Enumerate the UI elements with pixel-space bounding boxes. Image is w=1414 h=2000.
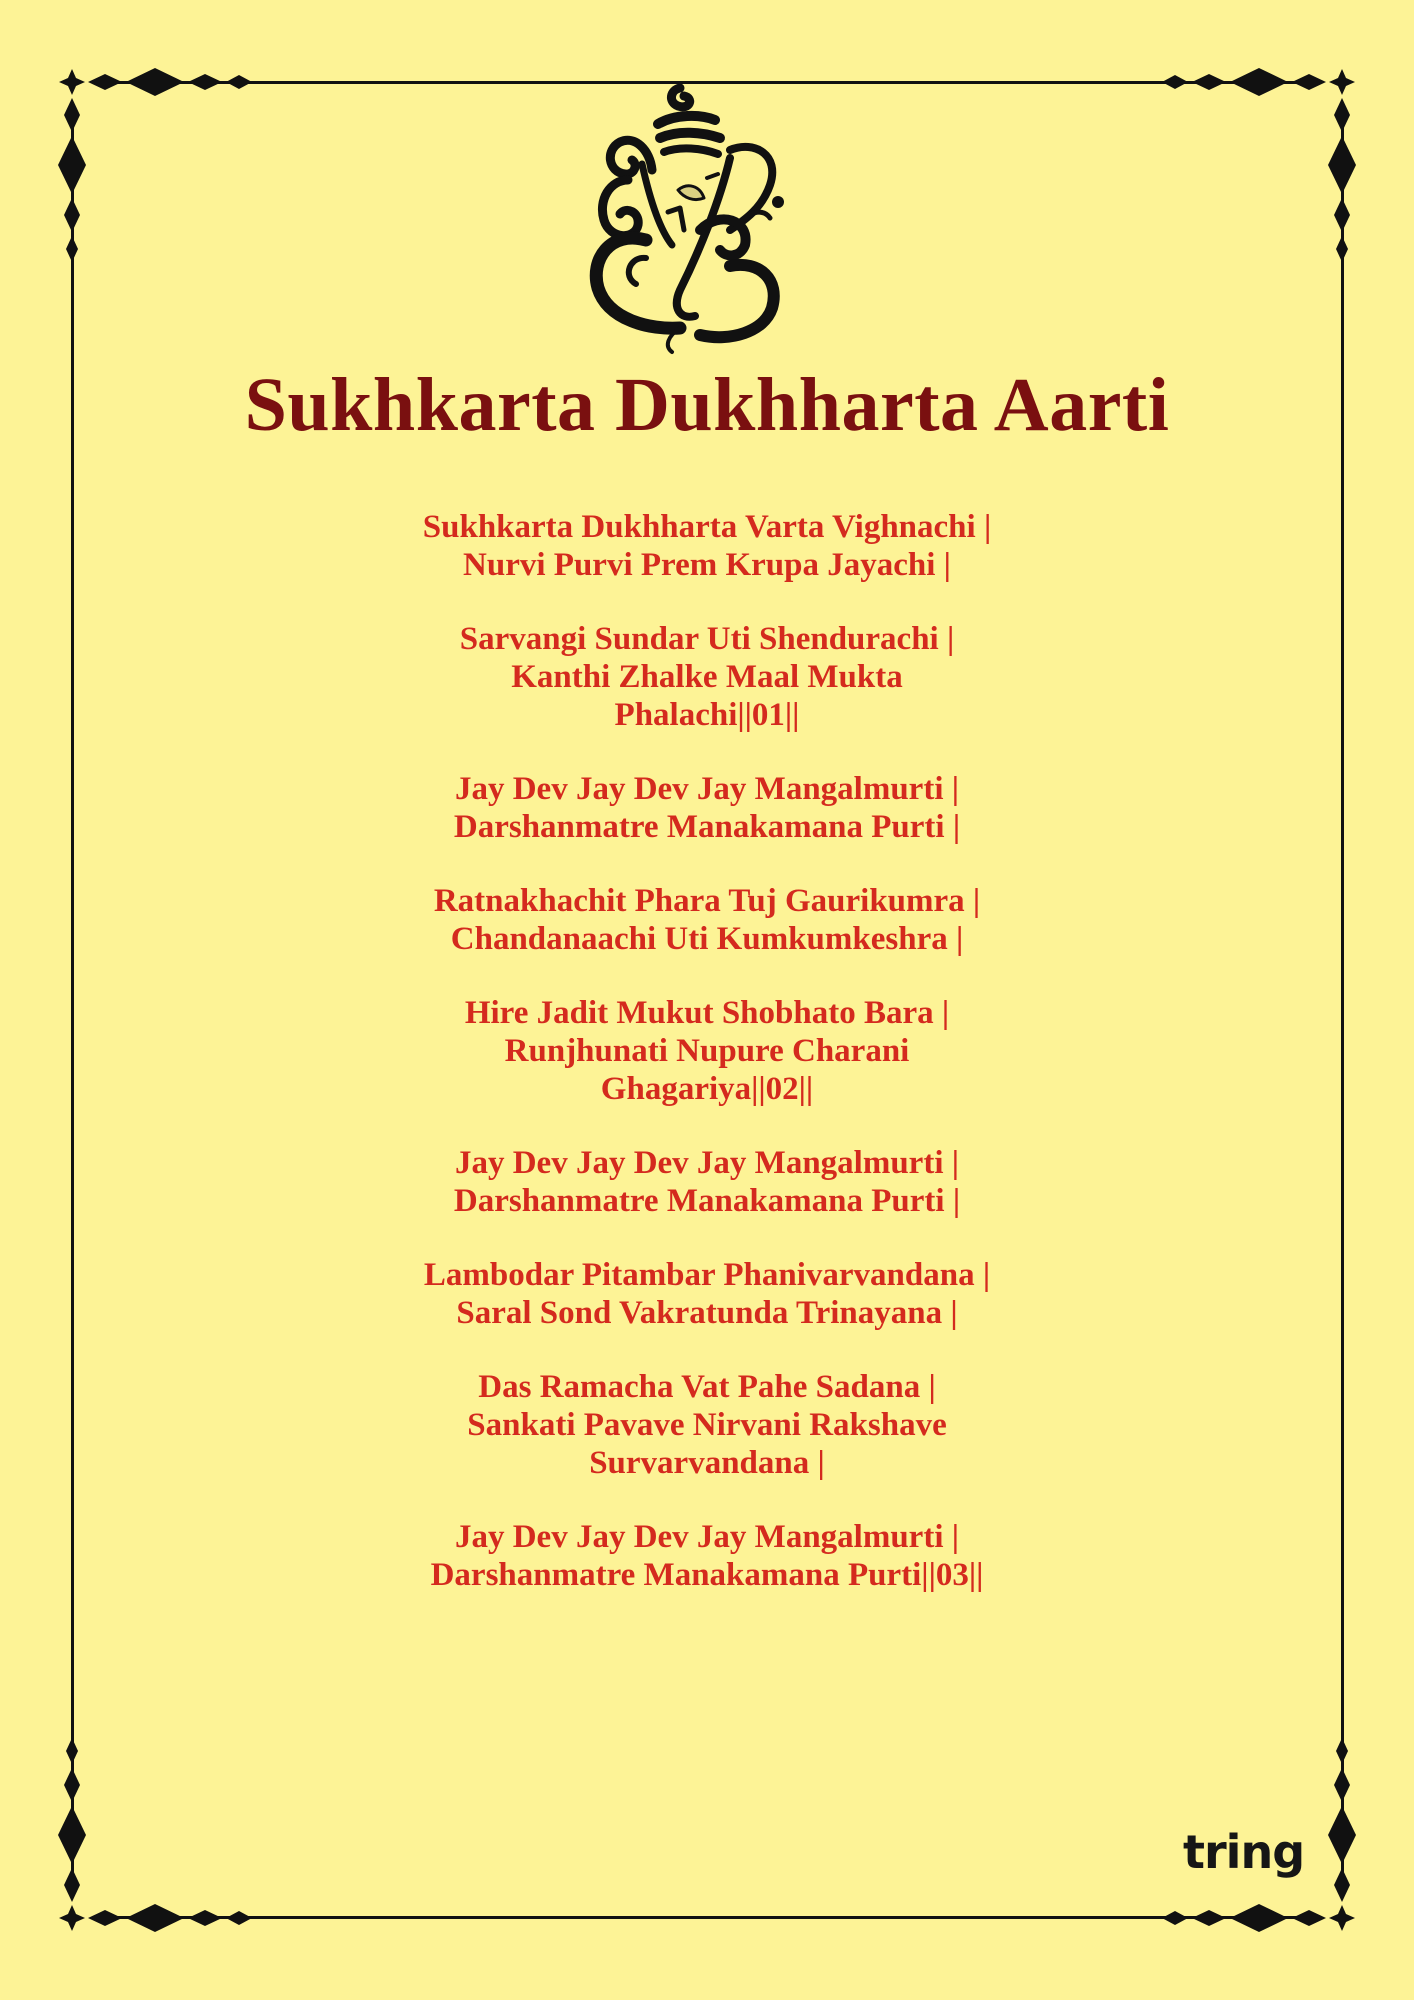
stanza (0, 1256, 1414, 1332)
stanza (0, 1144, 1414, 1220)
brand-logo: tring (1183, 1825, 1305, 1879)
ganesha-om-icon (580, 80, 795, 355)
corner-ornament-top-right-icon (1122, 62, 1362, 302)
verse-line: Darshanmatre Manakamana Purti | (453, 1183, 961, 1219)
stanza (0, 1368, 1414, 1482)
stanza (0, 508, 1414, 584)
verse-line: Darshanmatre Manakamana Purti||03|| (430, 1557, 984, 1593)
verse-line: Jay Dev Jay Dev Jay Mangalmurti | (454, 1145, 960, 1181)
verse-line: Runjhunati Nupure Charani (504, 1033, 910, 1069)
page-title: Sukhkarta Dukhharta Aarti (244, 363, 1170, 447)
verse-line: Ghagariya||02|| (600, 1071, 814, 1107)
verse-line: Phalachi||01|| (614, 697, 800, 733)
verse-line: Sankati Pavave Nirvani Rakshave (467, 1407, 947, 1443)
verse-line: Jay Dev Jay Dev Jay Mangalmurti | (454, 771, 960, 807)
verse-line: Das Ramacha Vat Pahe Sadana | (478, 1369, 936, 1405)
verse-line: Sarvangi Sundar Uti Shendurachi | (459, 621, 955, 657)
verse-line: Sukhkarta Dukhharta Varta Vighnachi | (422, 509, 992, 545)
stanza (0, 994, 1414, 1108)
verse-line: Saral Sond Vakratunda Trinayana | (456, 1295, 958, 1331)
corner-ornament-top-left-icon (52, 62, 292, 302)
aarti-verses (0, 508, 1414, 1630)
stanza (0, 770, 1414, 846)
verse-line: Chandanaachi Uti Kumkumkeshra | (450, 921, 964, 957)
verse-line: Survarvandana | (589, 1445, 825, 1481)
verse-line: Hire Jadit Mukut Shobhato Bara | (464, 995, 950, 1031)
verse-line: Lambodar Pitambar Phanivarvandana | (423, 1257, 991, 1293)
verse-line: Nurvi Purvi Prem Krupa Jayachi | (463, 547, 951, 583)
stanza (0, 620, 1414, 734)
stanza (0, 882, 1414, 958)
corner-ornament-bottom-left-icon (52, 1698, 292, 1938)
corner-ornament-bottom-right-icon (1122, 1698, 1362, 1938)
stanza (0, 1518, 1414, 1594)
verse-line: Darshanmatre Manakamana Purti | (453, 809, 961, 845)
verse-line: Kanthi Zhalke Maal Mukta (511, 659, 903, 695)
verse-line: Ratnakhachit Phara Tuj Gaurikumra | (433, 883, 981, 919)
verse-line: Jay Dev Jay Dev Jay Mangalmurti | (454, 1519, 960, 1555)
